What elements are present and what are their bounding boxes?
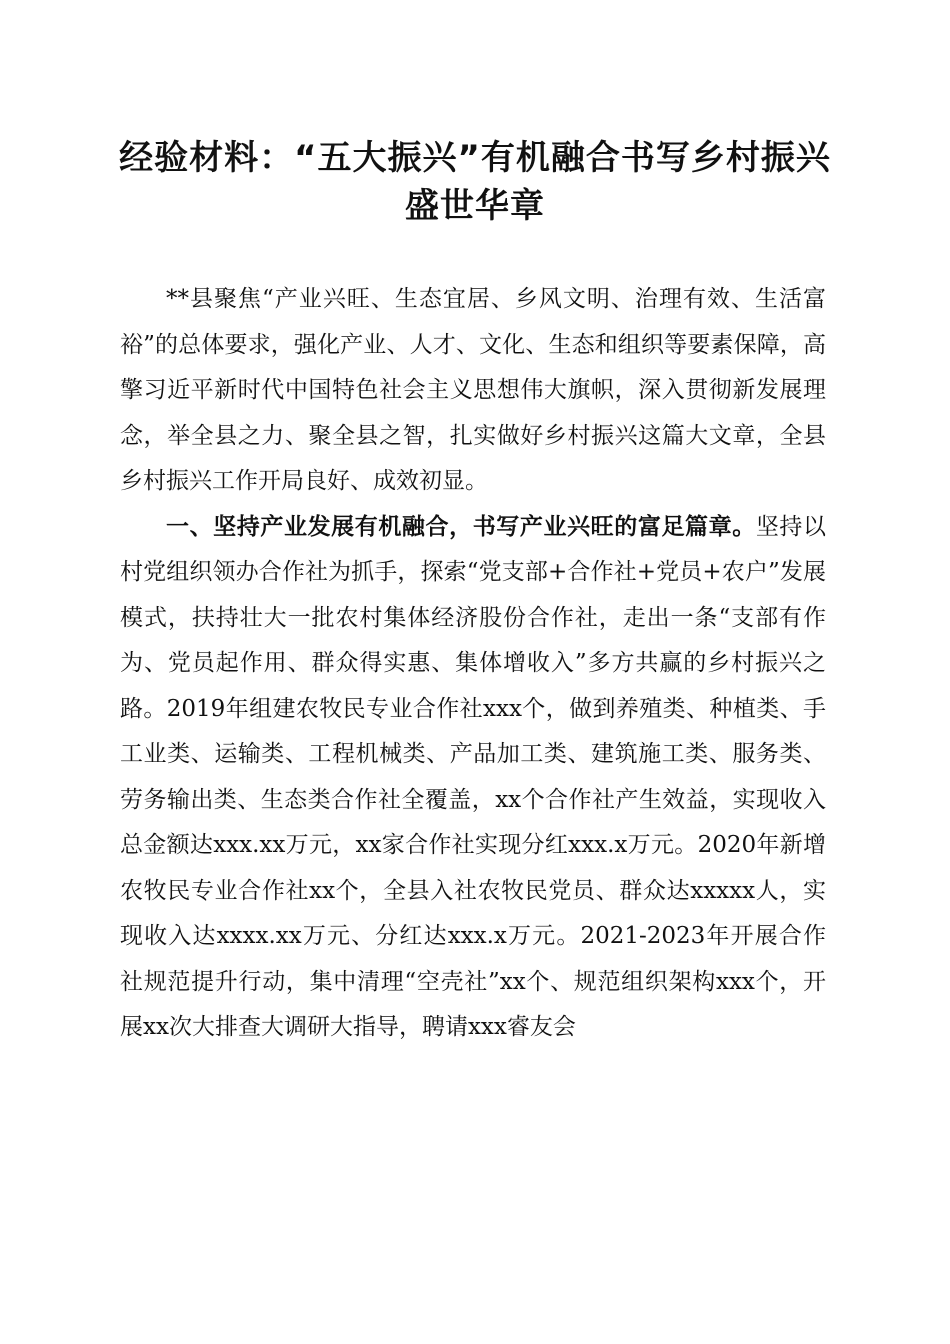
document-body [120, 277, 826, 1051]
intro-paragraph: **县聚焦“产业兴旺、生态宜居、乡风文明、治理有效、生活富裕”的总体要求，强化产业、人才、文化、生态和组织等要素保障，高擎习近平新时代中国特色社会主义思想伟大旗帜，深入贯彻新发展理念，举全县之力、聚全县之智，扎实做好乡村振兴这篇大文章，全县乡村振兴工作开局良好、成效初显。 [120, 286, 826, 494]
section-1-body: 坚持以村党组织领办合作社为抓手，探索“党支部+合作社+党员+农户”发展模式，扶持壮大一批农村集体经济股份合作社，走出一条“支部有作为、党员起作用、群众得实惠、集体增收入”多方共赢的乡村振兴之路。2019年组建农牧民专业合作社xxx个，做到养殖类、种植类、手工业类、运输类、工程机械类、产品加工类、建筑施工类、服务类、劳务输出类、生态类合作社全覆盖，xx个合作社产生效益，实现收入总金额达xxx.xx万元，xx家合作社实现分红xxx.x万元。2020年新增农牧民专业合作社xx个，全县入社农牧民党员、群众达xxxxx人，实现收入达xxxx.xx万元、分红达xxx.x万元。2021-2023年开展合作社规范提升行动，集中清理“空壳社”xx个、规范组织架构xxx个，开展xx次大排查大调研大指导，聘请xxx睿友会 [120, 513, 827, 1040]
section-1-paragraph [120, 505, 826, 1051]
document-title: 经验材料：“五大振兴”有机融合书写乡村振兴盛世华章 [119, 138, 831, 226]
section-1-heading: 一、坚持产业发展有机融合，书写产业兴旺的富足篇章。 [166, 513, 756, 540]
